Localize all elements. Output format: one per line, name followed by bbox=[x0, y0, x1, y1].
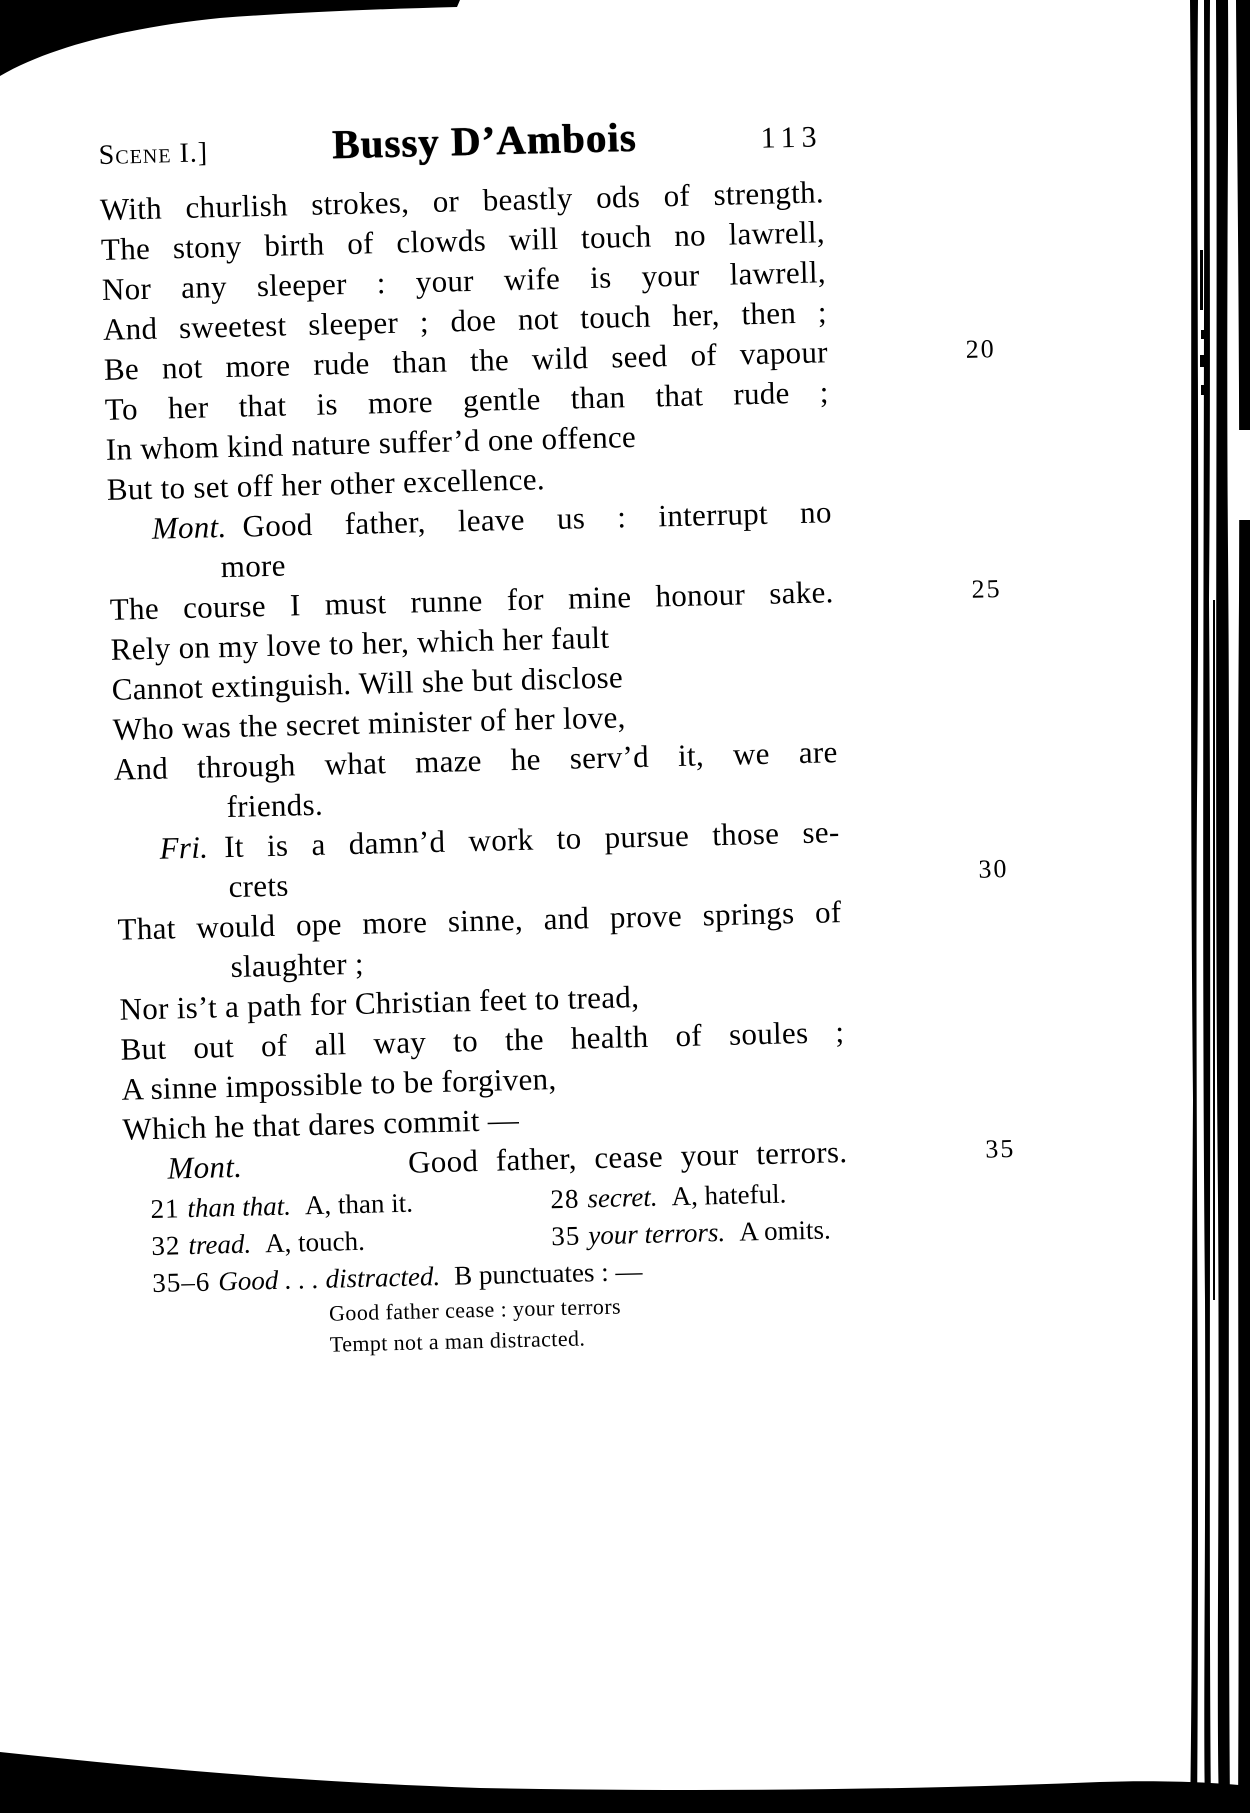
poem-line-text: A sinne impossible to be forgiven, bbox=[121, 1061, 557, 1107]
poem-line-text: The course I must runne for mine honour sake. bbox=[109, 574, 835, 627]
poem-line-text: And through what maze he serv’d it, we are bbox=[113, 734, 838, 787]
poem-line-text: Who was the secret minister of her love, bbox=[112, 699, 627, 747]
poem-line-text: It is a damn’d work to pursue those se- bbox=[223, 814, 840, 865]
poem-line-text: friends. bbox=[226, 786, 324, 825]
scan-bottom-band-artifact bbox=[0, 1740, 1250, 1813]
footnote-lemma: secret. bbox=[586, 1181, 658, 1214]
poem-line-text: But to set off her other excellence. bbox=[106, 461, 546, 507]
poem-line-text: Be not more rude than the wild seed of vapour bbox=[103, 334, 829, 387]
scan-corner-artifact bbox=[0, 0, 1250, 90]
page-content bbox=[98, 108, 1016, 1364]
poem-line-text: more bbox=[220, 547, 287, 585]
line-number: 30 bbox=[978, 853, 1009, 884]
speaker-name: Fri. bbox=[159, 829, 209, 866]
verse-gap bbox=[258, 1173, 408, 1177]
poem-line-text: In whom kind nature suffer’d one offence bbox=[105, 418, 637, 467]
scan-gutter-band-artifact bbox=[1180, 0, 1250, 1813]
footnotes bbox=[124, 1174, 852, 1365]
poem-line-text: That would ope more sinne, and prove springs of bbox=[117, 894, 842, 947]
poem-line-text: Good father, leave us : interrupt no bbox=[242, 494, 833, 544]
poem-line-text: Good father, cease your terrors. bbox=[407, 1134, 848, 1180]
page-number: 113 bbox=[760, 120, 823, 155]
line-number: 25 bbox=[971, 574, 1002, 604]
footnote-note: B punctuates : — bbox=[453, 1256, 643, 1291]
footnote-line-ref: 35 bbox=[550, 1220, 581, 1252]
poem bbox=[99, 172, 1016, 1189]
footnote-line-ref: 21 bbox=[150, 1193, 180, 1225]
line-number: 20 bbox=[965, 334, 997, 364]
footnote-lemma: Good . . . distracted. bbox=[217, 1260, 441, 1297]
poem-line-text: And sweetest sleeper ; doe not touch her, then ; bbox=[102, 294, 828, 347]
poem-line-text: slaughter ; bbox=[230, 945, 365, 985]
line-number: 35 bbox=[984, 1133, 1016, 1164]
poem-line-text: To her that is more gentle than that rude ; bbox=[104, 374, 830, 427]
footnote-note: A, than it. bbox=[304, 1187, 414, 1221]
footnote-lemma: tread. bbox=[188, 1228, 252, 1261]
speaker-name: Mont. bbox=[167, 1148, 243, 1186]
running-header bbox=[98, 108, 823, 174]
quotation-line: Tempt not a man distracted. bbox=[329, 1325, 586, 1357]
poem-line-text: Cannot extinguish. Will she but disclose bbox=[111, 659, 624, 707]
poem-line-text: Which he that dares commit — bbox=[122, 1102, 520, 1147]
footnote-line-ref: 28 bbox=[549, 1183, 580, 1215]
poem-line-text: With churlish strokes, or beastly ods of strength. bbox=[99, 174, 825, 227]
footnote-note: A omits. bbox=[738, 1214, 832, 1247]
poem-line-text: Rely on my love to her, which her fault bbox=[110, 619, 610, 667]
footnote-lemma: than that. bbox=[187, 1190, 292, 1224]
poem-line-text: Nor is’t a path for Christian feet to tread, bbox=[119, 979, 640, 1027]
footnote bbox=[551, 1211, 850, 1255]
poem-line-text: Nor any sleeper : your wife is your lawrell, bbox=[101, 254, 827, 307]
speaker-name: Mont. bbox=[151, 508, 227, 546]
scene-label: Scene I.] bbox=[98, 137, 209, 171]
poem-line-text: The stony birth of clowds will touch no lawrell, bbox=[100, 214, 826, 267]
footnote-lemma: your terrors. bbox=[587, 1217, 726, 1251]
footnote-line-ref: 32 bbox=[151, 1230, 181, 1262]
footnote-line-ref: 35–6 bbox=[151, 1266, 211, 1299]
running-title: Bussy D’Ambois bbox=[331, 113, 638, 168]
poem-line-text: But out of all way to the health of soules ; bbox=[120, 1014, 845, 1067]
quotation-line: Good father cease : your terrors bbox=[328, 1293, 622, 1326]
footnote-note: A, hateful. bbox=[671, 1178, 787, 1212]
footnote-note: A, touch. bbox=[264, 1225, 366, 1259]
poem-line-text: crets bbox=[228, 867, 290, 905]
